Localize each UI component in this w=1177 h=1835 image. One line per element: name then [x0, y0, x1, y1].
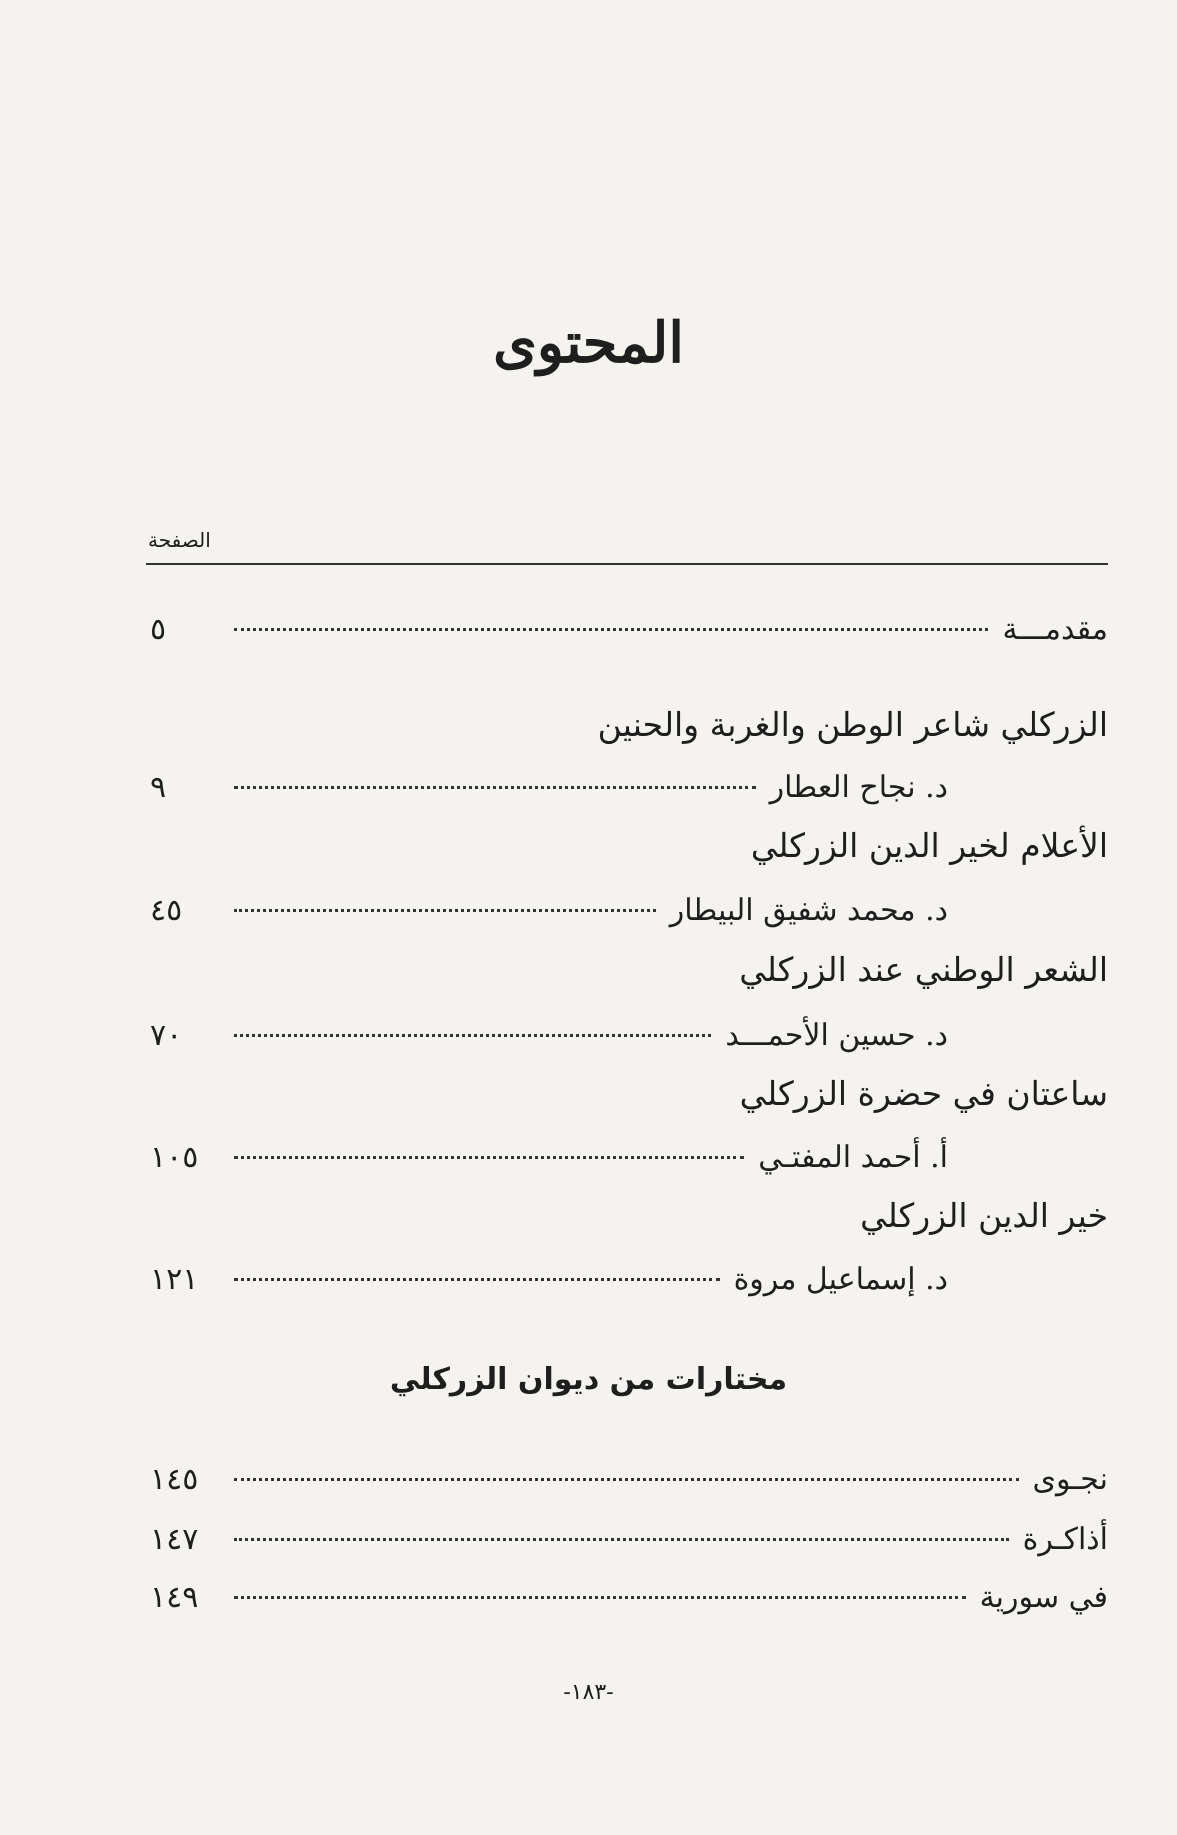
dot-leader	[234, 1034, 711, 1037]
article-title: خير الدين الزركلي	[860, 1196, 1108, 1235]
toc-page-number: ١٤٩	[150, 1580, 199, 1615]
page-column-label: الصفحة	[148, 528, 211, 552]
toc-entry-selection[interactable]	[150, 1522, 1108, 1570]
article-title: ساعتان في حضرة الزركلي	[739, 1074, 1108, 1113]
dot-leader	[234, 1596, 966, 1599]
toc-entry-author[interactable]	[150, 1262, 1108, 1310]
article-title: الشعر الوطني عند الزركلي	[739, 950, 1108, 989]
dot-leader	[234, 1478, 1019, 1481]
toc-entry-selection[interactable]	[150, 1462, 1108, 1510]
toc-entry-intro[interactable]	[150, 612, 1108, 660]
toc-entry-label: في سورية	[979, 1580, 1108, 1615]
toc-page-number: ١٠٥	[150, 1140, 199, 1175]
toc-page-number: ٥	[150, 612, 167, 647]
author-name: أ. أحمد المفتـي	[758, 1140, 948, 1175]
dot-leader	[234, 786, 756, 789]
dot-leader	[234, 909, 656, 912]
toc-page-number: ١٢١	[150, 1262, 199, 1297]
toc-page-number: ٤٥	[150, 893, 183, 928]
toc-entry-author[interactable]	[150, 893, 1108, 941]
toc-page-number: ١٤٧	[150, 1522, 199, 1557]
dot-leader	[234, 1538, 1009, 1541]
author-name: د. محمد شفيق البيطار	[669, 893, 948, 928]
toc-entry-label: أذاكـرة	[1022, 1522, 1108, 1557]
toc-entry-author[interactable]	[150, 1018, 1108, 1066]
toc-entry-label: نجـوى	[1032, 1462, 1108, 1497]
article-title: الأعلام لخير الدين الزركلي	[750, 826, 1108, 865]
dot-leader	[234, 1278, 720, 1281]
toc-page-number: ٩	[150, 770, 167, 805]
article-title: الزركلي شاعر الوطن والغربة والحنين	[597, 705, 1108, 744]
page-number-footer: -١٨٣-	[563, 1680, 614, 1705]
section-title: مختارات من ديوان الزركلي	[389, 1362, 788, 1397]
toc-entry-author[interactable]	[150, 770, 1108, 818]
author-name: د. نجاح العطار	[769, 770, 948, 805]
header-rule	[146, 563, 1108, 565]
author-name: د. حسين الأحمـــد	[725, 1018, 948, 1053]
toc-page-number: ٧٠	[150, 1018, 183, 1053]
dot-leader	[234, 1156, 744, 1159]
toc-entry-label: مقدمـــة	[1002, 612, 1108, 647]
page-title: المحتوى	[493, 310, 684, 376]
toc-page-number: ١٤٥	[150, 1462, 199, 1497]
toc-entry-author[interactable]	[150, 1140, 1108, 1188]
author-name: د. إسماعيل مروة	[733, 1262, 948, 1297]
dot-leader	[234, 628, 988, 631]
toc-entry-selection[interactable]	[150, 1580, 1108, 1628]
